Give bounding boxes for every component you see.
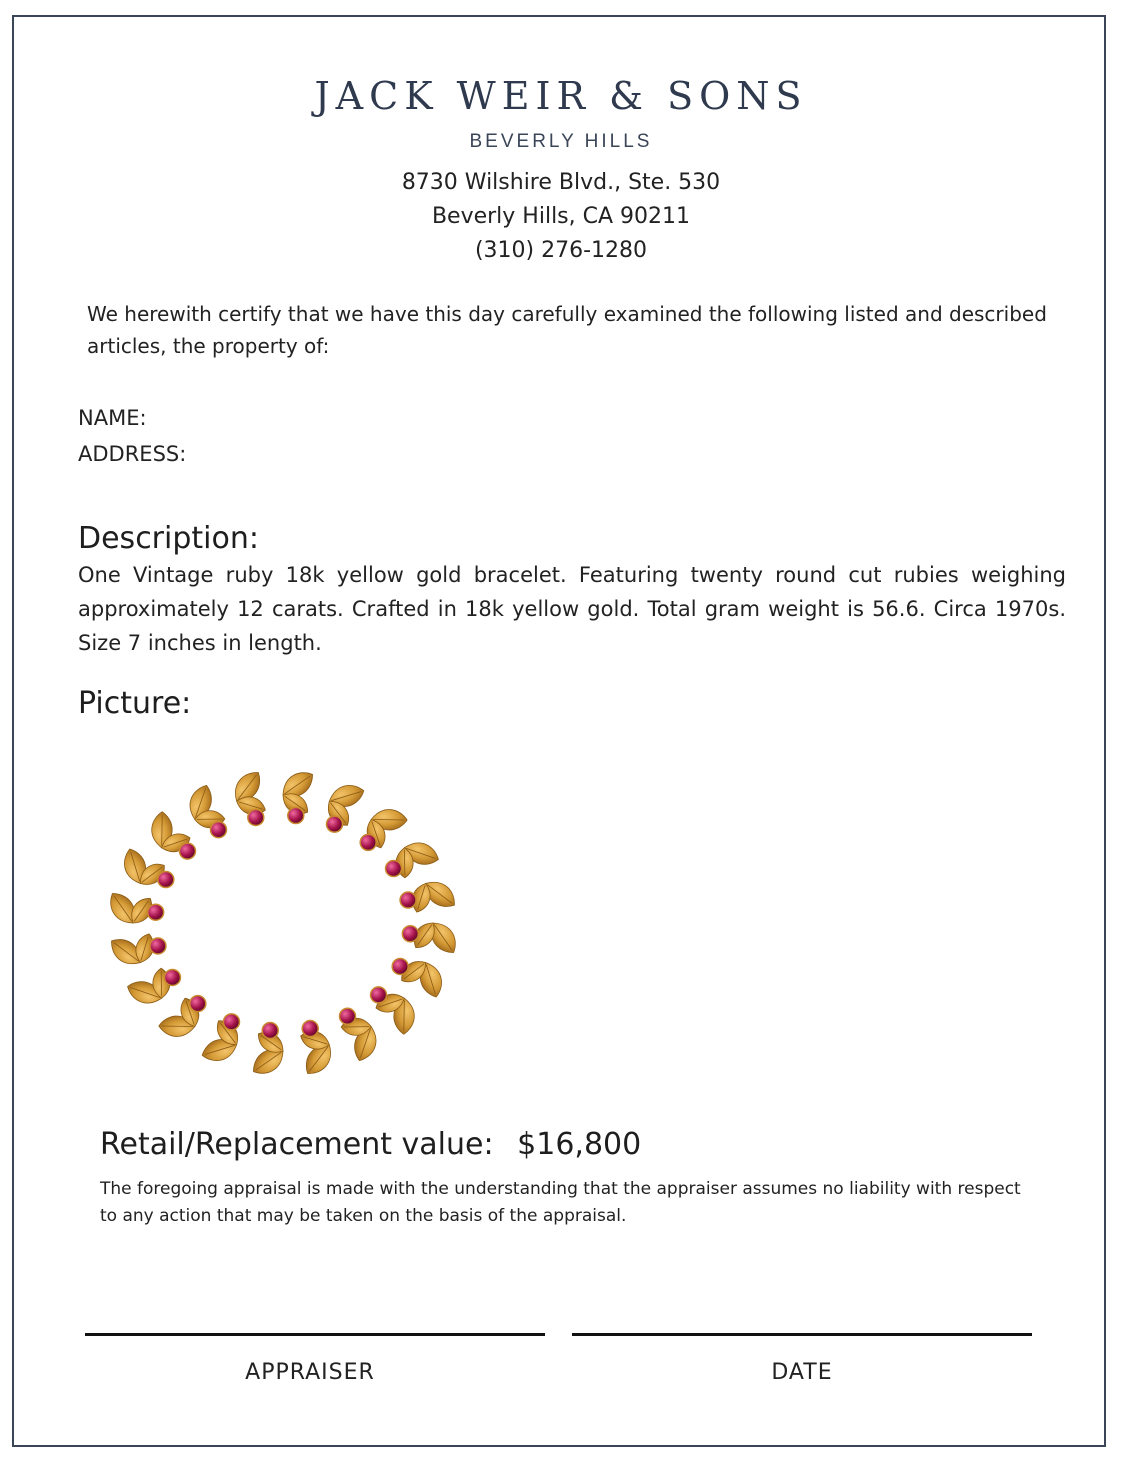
leaf-vein <box>404 1000 405 1031</box>
leaf-vein <box>162 815 163 846</box>
ruby-stone <box>302 1021 318 1037</box>
appraiser-label: APPRAISER <box>245 1360 375 1385</box>
leaf-vein <box>373 819 404 820</box>
valuation-row <box>100 1127 641 1162</box>
ruby-stone <box>179 843 195 859</box>
ruby-stone <box>386 861 402 877</box>
ruby-stone <box>248 809 264 825</box>
ruby-stone <box>190 996 206 1012</box>
ruby-stone <box>327 816 343 832</box>
ruby-stone <box>360 834 376 850</box>
address-line-2: Beverly Hills, CA 90211 <box>431 204 691 229</box>
valuation-label: Retail/Replacement value: <box>100 1127 494 1162</box>
bracelet-photo <box>88 745 488 1097</box>
date-label: DATE <box>771 1360 833 1385</box>
appraiser-signature-line <box>85 1333 545 1336</box>
ruby-stone <box>158 872 174 888</box>
address-line-1: 8730 Wilshire Blvd., Ste. 530 <box>401 170 721 195</box>
description-heading: Description: <box>78 521 259 556</box>
document-frame <box>12 15 1106 1447</box>
ruby-stone <box>210 822 226 838</box>
address-label: ADDRESS: <box>78 442 187 466</box>
name-label: NAME: <box>78 406 147 430</box>
ruby-stone <box>164 969 180 985</box>
phone-number: (310) 276-1280 <box>474 238 648 263</box>
ruby-stone <box>150 938 166 954</box>
disclaimer-text: The foregoing appraisal is made with the understanding that the appraiser assumes no liability with respect to any action that may be taken on the basis of the appraisal. <box>100 1179 1021 1226</box>
ruby-stone <box>371 987 387 1003</box>
ruby-stone <box>340 1008 356 1024</box>
valuation-amount: $16,800 <box>517 1127 642 1162</box>
brand-location: BEVERLY HILLS <box>469 131 653 152</box>
picture-heading: Picture: <box>78 686 192 721</box>
brand-name: JACK WEIR & SONS <box>314 74 808 118</box>
ruby-stone <box>262 1022 278 1038</box>
leaf-vein <box>162 1026 193 1027</box>
ruby-stone <box>288 808 304 824</box>
certification-text: We herewith certify that we have this day carefully examined the following listed and described articles, the property of: <box>87 302 1047 358</box>
ruby-stone <box>148 904 164 920</box>
ruby-stone <box>402 926 418 942</box>
ruby-stone <box>400 892 416 908</box>
description-text: One Vintage ruby 18k yellow gold bracelet. Featuring twenty round cut rubies weighing approximately 12 carats. Crafted in 18k yellow gold. Total gram weight is 56.6. Circa 1970s. Size 7 inches in length. <box>78 563 1066 655</box>
ruby-stone <box>392 958 408 974</box>
ruby-stone <box>223 1014 239 1030</box>
date-signature-line <box>572 1333 1032 1336</box>
